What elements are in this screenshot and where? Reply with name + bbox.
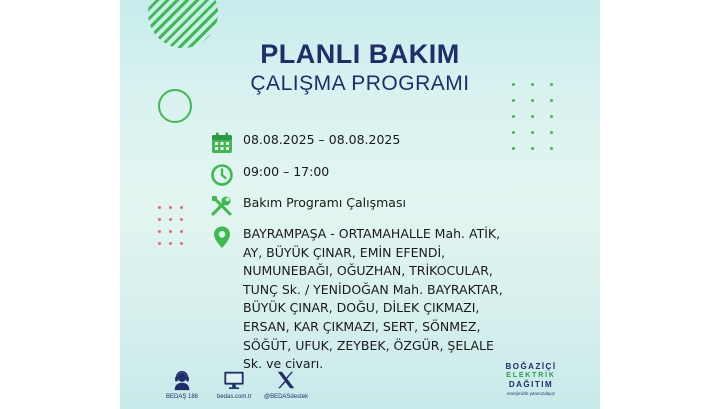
tools-icon [210,194,234,218]
brand-line-3: DAĞITIM [508,380,554,389]
time-row [210,163,329,187]
location-text: BAYRAMPAŞA - ORTAMAHALLE Mah. ATİK, AY, BÜYÜK ÇINAR, EMİN EFENDİ, NUMUNEBAĞI, OĞUZHAN, TRİKOCULAR, TUNÇ Sk. / YENİDOĞAN Mah. BAYRAKTAR, BÜYÜK ÇINAR, DOĞU, DİLEK ÇIKMAZI, ERSAN, KAR ÇIKMAZI, SERT, SÖNMEZ, SÖĞÜT, UFUK, ZEYBEK, ÖZGÜR, ŞELALE Sk. ve civarı. [243,226,503,372]
brand-line-2: ELEKTRİK [506,372,556,379]
date-row [210,131,400,155]
date-range-text: 08.08.2025 – 08.08.2025 [243,132,401,147]
left-margin [0,0,120,409]
time-range-text: 09:00 – 17:00 [243,164,330,179]
page-subtitle: ÇALIŞMA PROGRAMI [250,72,470,95]
footer-social [264,369,308,400]
brand-tagline: enerjimizle yanınızdayız [506,391,556,396]
headset-icon [171,369,193,391]
website-label[interactable]: bedas.com.tr [217,394,252,400]
social-label[interactable]: @BEDASdestek [264,394,309,400]
page-title: PLANLI BAKIM [260,39,460,69]
brand-line-1: BOĞAZİÇİ [505,362,557,371]
work-type-row [210,194,406,218]
x-logo-icon [275,369,297,391]
calendar-icon [210,131,234,155]
company-logo [500,362,562,398]
clock-icon [210,163,234,187]
monitor-icon [223,369,245,391]
location-row [210,225,513,374]
footer-website [217,369,252,400]
phone-label: BEDAŞ 186 [166,394,199,400]
dot-grid-decoration-left [158,206,183,245]
work-type-text: Bakım Programı Çalışması [243,195,406,210]
footer-phone [166,369,198,400]
location-pin-icon [210,225,234,249]
right-margin [600,0,720,409]
maintenance-poster [120,0,600,409]
